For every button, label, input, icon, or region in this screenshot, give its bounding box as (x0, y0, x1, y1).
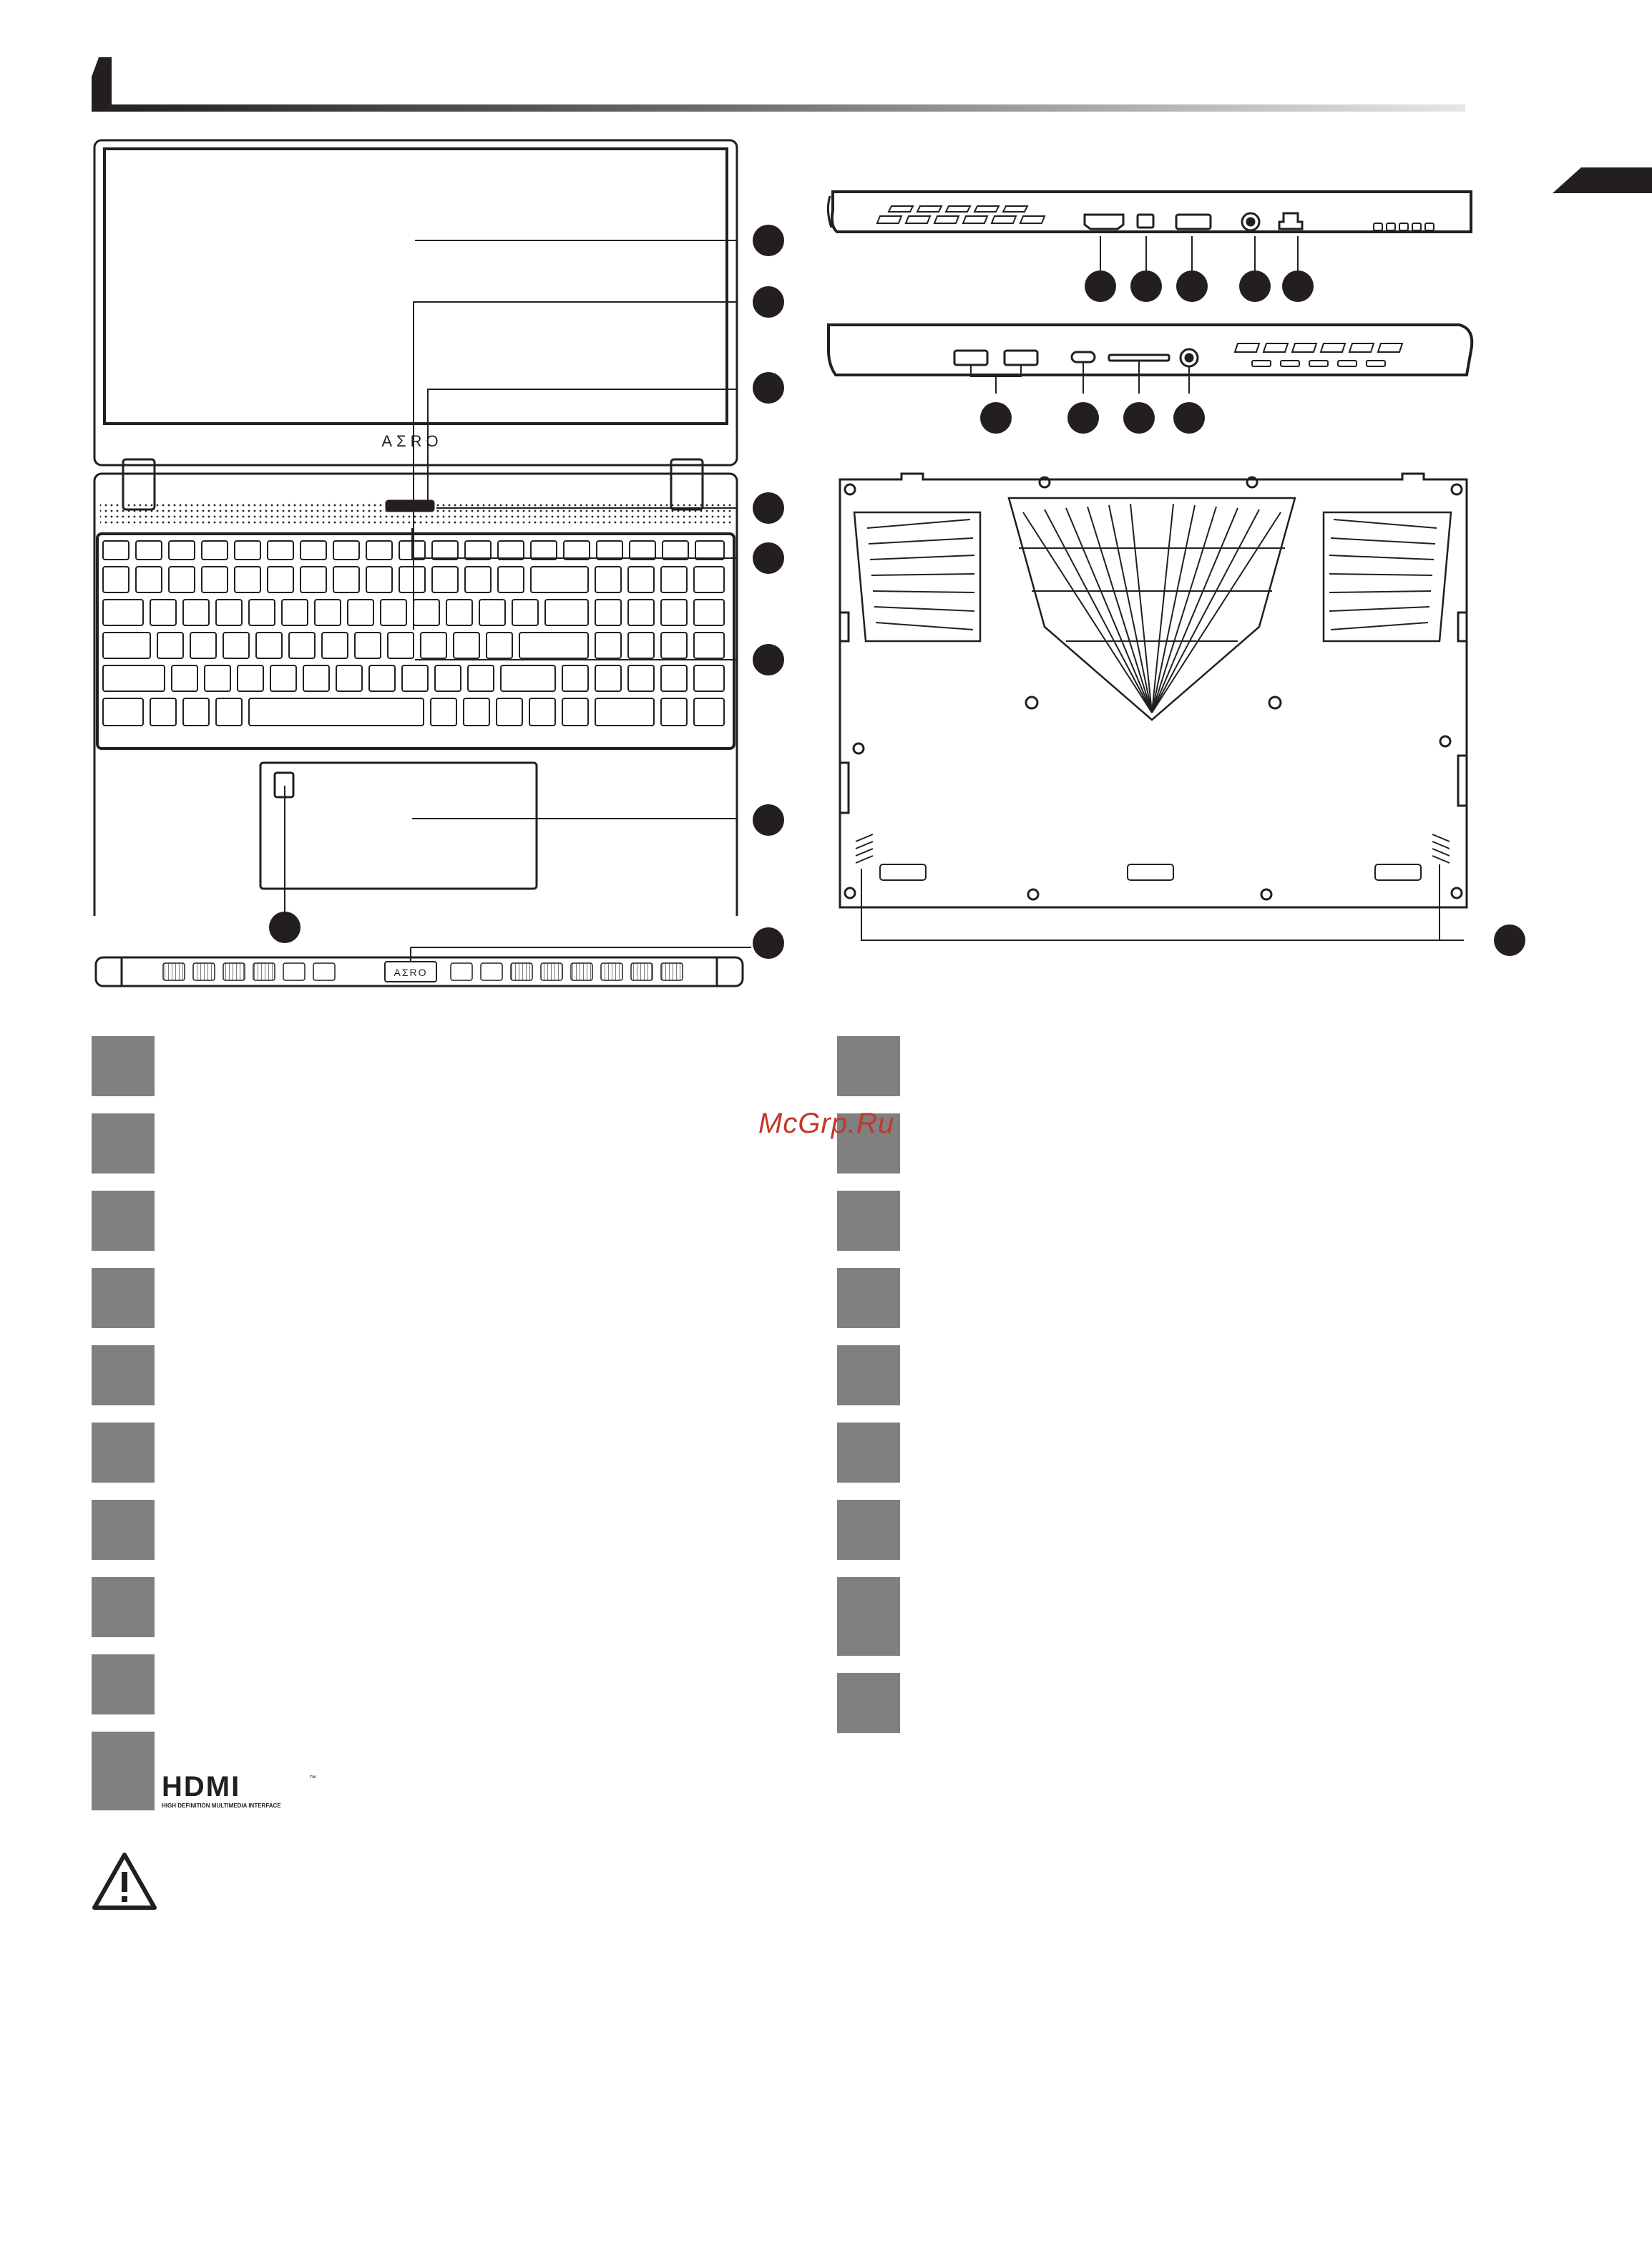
touchpad (260, 763, 537, 889)
callout-2-webcam (753, 286, 784, 318)
callout-3-webcam-led (753, 372, 784, 404)
legend-box-9 (92, 1654, 155, 1714)
hdmi-tagline: HIGH DEFINITION MULTIMEDIA INTERFACE (162, 1802, 281, 1809)
usb-a-port-right (1176, 215, 1211, 229)
right-rear-vents (1374, 223, 1434, 230)
legend-box-r3 (837, 1191, 900, 1251)
callout-r2-mini-dp (1130, 270, 1162, 302)
bottom-speakers (856, 834, 1450, 863)
display-panel (104, 149, 727, 424)
warning-triangle-icon (90, 1850, 159, 1912)
bottom-vent-center (1009, 498, 1295, 720)
right-side-leaders (1073, 236, 1316, 273)
callout-r1-hdmi (1085, 270, 1116, 302)
bottom-vent-right (1324, 512, 1451, 641)
legend-box-3 (92, 1191, 155, 1251)
key-row-5 (103, 665, 724, 691)
callout-1-display (753, 225, 784, 256)
hinge-left (123, 459, 155, 509)
legend-box-1 (92, 1036, 155, 1096)
key-row-4 (103, 633, 724, 658)
callout-7-touchpad (753, 804, 784, 836)
legend-box-r7 (837, 1500, 900, 1560)
legend-box-r1 (837, 1036, 900, 1096)
laptop-left-side-illustration (823, 315, 1481, 394)
hdmi-port (1085, 215, 1123, 229)
laptop-bottom-view-illustration (830, 469, 1474, 956)
bottom-vent-left (854, 512, 980, 641)
callout-6-keyboard (753, 644, 784, 675)
callout-b1-speakers (1494, 924, 1525, 956)
legend-box-7 (92, 1500, 155, 1560)
legend-box-r6 (837, 1423, 900, 1483)
hinge-right (671, 459, 703, 509)
callout-5-power-button (753, 542, 784, 574)
callout-8-fingerprint (269, 912, 300, 943)
legend-box-r8 (837, 1577, 900, 1656)
usb-a-port-left-1 (954, 351, 987, 365)
legend-box-8 (92, 1577, 155, 1637)
language-side-tab (1553, 167, 1652, 193)
sd-card-slot (1109, 355, 1169, 361)
screen-logo: AΣRO (381, 432, 443, 450)
hdmi-trademark: ™ (309, 1775, 316, 1782)
usb-c-port (1072, 352, 1095, 362)
legend-box-r5 (837, 1345, 900, 1405)
front-logo: AΣRO (394, 967, 428, 978)
section-header-tab (92, 57, 112, 112)
callout-r4-audio (1239, 270, 1271, 302)
legend-box-5 (92, 1345, 155, 1405)
legend-box-r4 (837, 1268, 900, 1328)
hdmi-logo-text: HDMI (162, 1771, 241, 1802)
leader-lines (285, 240, 737, 916)
bottom-vent-right-slats (1329, 519, 1437, 630)
callout-l2-usb-c (1067, 402, 1099, 434)
callout-l4-audio (1173, 402, 1205, 434)
callout-9-status-leds (753, 927, 784, 959)
laptop-front-edge-illustration (93, 945, 751, 1002)
bottom-vent-left-slats (867, 519, 974, 630)
legend-box-10 (92, 1732, 155, 1810)
usb-a-port-left-2 (1005, 351, 1037, 365)
callout-l3-sd-card (1123, 402, 1155, 434)
ethernet-port (1279, 213, 1302, 229)
watermark: McGrp.Ru (758, 1108, 895, 1139)
legend-box-2 (92, 1113, 155, 1174)
callout-4-speaker (753, 492, 784, 524)
callout-l1-usb-a (980, 402, 1012, 434)
legend-box-6 (92, 1423, 155, 1483)
laptop-top-view-illustration (86, 136, 787, 916)
legend-box-r9 (837, 1673, 900, 1733)
keyboard-deck (94, 474, 737, 916)
power-button-strip (386, 501, 434, 511)
left-side-vents (1235, 343, 1402, 366)
section-header-rule (92, 104, 1465, 112)
callout-r5-ethernet (1282, 270, 1314, 302)
key-row-6 (103, 698, 724, 726)
legend-box-4 (92, 1268, 155, 1328)
right-side-vents (877, 206, 1045, 223)
rubber-feet (880, 864, 1421, 880)
hdmi-logo (162, 1770, 316, 1812)
callout-r3-usb (1176, 270, 1208, 302)
mini-displayport (1138, 215, 1153, 228)
